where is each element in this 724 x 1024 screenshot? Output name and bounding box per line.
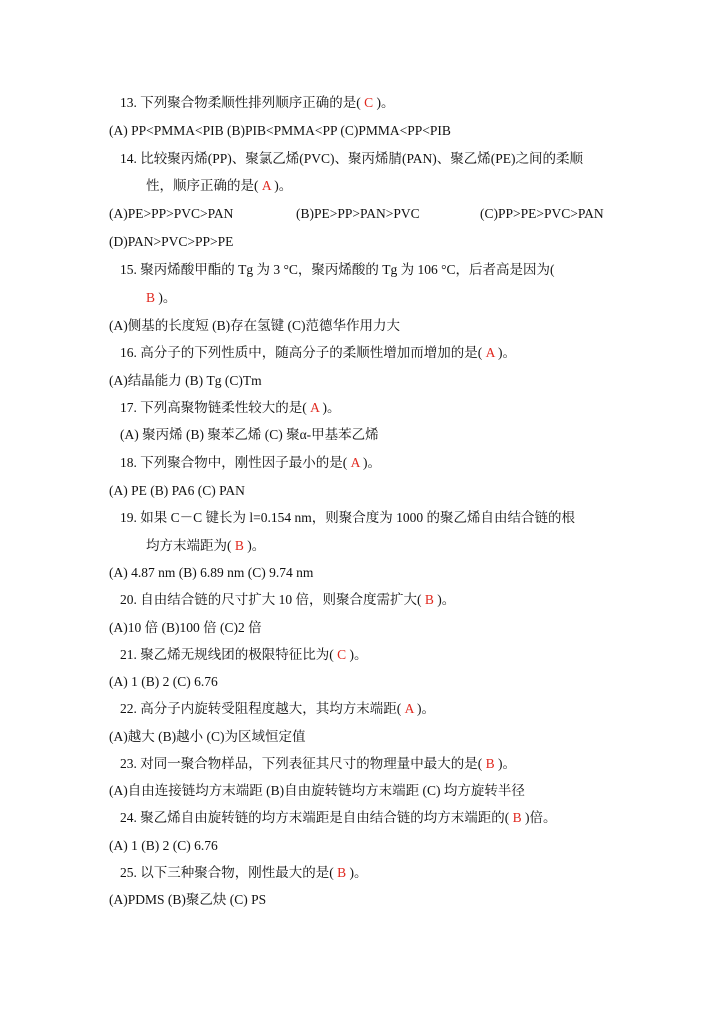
- question-19: 19. 如果 C－C 键长为 l=0.154 nm，则聚合度为 1000 的聚乙烯自由结合链的根: [120, 510, 575, 525]
- question-text: 22. 高分子内旋转受阻程度越大，其均方末端距(: [120, 701, 405, 716]
- question-15: 15. 聚丙烯酸甲酯的 Tg 为 3 °C，聚丙烯酸的 Tg 为 106 °C，后者高是因为(: [120, 262, 555, 277]
- answer: B: [146, 290, 156, 305]
- question-text-end: )倍。: [521, 810, 557, 825]
- question-text: 20. 自由结合链的尺寸扩大 10 倍，则聚合度需扩大(: [120, 592, 425, 607]
- question-text: 性，顺序正确的是(: [146, 178, 262, 193]
- question-17: [120, 399, 341, 417]
- answer: C: [364, 95, 374, 110]
- question-21: [120, 646, 368, 664]
- answer: B: [234, 538, 244, 553]
- question-text-end: )。: [155, 290, 177, 305]
- question-text-end: )。: [494, 756, 517, 771]
- question-24: [120, 809, 557, 827]
- question-text-end: )。: [346, 865, 368, 880]
- options-19: (A) 4.87 nm (B) 6.89 nm (C) 9.74 nm: [109, 565, 314, 580]
- answer: B: [512, 810, 522, 825]
- options-21: (A) 1 (B) 2 (C) 6.76: [109, 674, 218, 689]
- answer: A: [350, 455, 360, 470]
- question-25: [120, 864, 368, 882]
- question-18: [120, 454, 381, 472]
- answer: B: [337, 865, 347, 880]
- question-text: 16. 高分子的下列性质中，随高分子的柔顺性增加而增加的是(: [120, 345, 486, 360]
- question-text-end: )。: [413, 701, 436, 716]
- options-13: (A) PP<PMMA<PIB (B)PIB<PMMA<PP (C)PMMA<PP<PIB: [109, 123, 451, 138]
- options-24: (A) 1 (B) 2 (C) 6.76: [109, 838, 218, 853]
- answer: B: [424, 592, 434, 607]
- option-c: (C)PP>PE>PVC>PAN: [480, 206, 604, 221]
- answer: B: [485, 756, 495, 771]
- question-text: 13. 下列聚合物柔顺性排列顺序正确的是(: [120, 95, 365, 110]
- question-14-cont: [146, 177, 292, 195]
- question-14: 14. 比较聚丙烯(PP)、聚氯乙烯(PVC)、聚丙烯腈(PAN)、聚乙烯(PE)之间的柔顺: [120, 151, 584, 166]
- question-text-end: )。: [433, 592, 456, 607]
- option-d: (D)PAN>PVC>PP>PE: [109, 234, 234, 249]
- options-17: (A) 聚丙烯 (B) 聚苯乙烯 (C) 聚α-甲基苯乙烯: [120, 427, 379, 442]
- question-text-end: )。: [346, 647, 368, 662]
- answer: A: [310, 400, 320, 415]
- answer: A: [485, 345, 495, 360]
- question-text-end: )。: [373, 95, 395, 110]
- question-13: [120, 94, 395, 112]
- options-20: (A)10 倍 (B)100 倍 (C)2 倍: [109, 620, 262, 635]
- question-15-cont: [146, 289, 176, 307]
- answer: C: [337, 647, 347, 662]
- question-text-end: )。: [270, 178, 293, 193]
- answer: A: [261, 178, 271, 193]
- question-text: 18. 下列聚合物中，刚性因子最小的是(: [120, 455, 351, 470]
- question-23: [120, 755, 516, 773]
- question-text: 24. 聚乙烯自由旋转链的均方末端距是自由结合链的均方末端距的(: [120, 810, 513, 825]
- question-text: 21. 聚乙烯无规线团的极限特征比为(: [120, 647, 338, 662]
- question-text-end: )。: [243, 538, 266, 553]
- question-text: 23. 对同一聚合物样品，下列表征其尺寸的物理量中最大的是(: [120, 756, 486, 771]
- answer: A: [404, 701, 414, 716]
- question-text: 25. 以下三种聚合物，刚性最大的是(: [120, 865, 338, 880]
- option-b: (B)PE>PP>PAN>PVC: [296, 206, 420, 221]
- question-text-end: )。: [494, 345, 517, 360]
- question-text-end: )。: [359, 455, 382, 470]
- options-23: (A)自由连接链均方末端距 (B)自由旋转链均方末端距 (C) 均方旋转半径: [109, 783, 525, 798]
- options-22: (A)越大 (B)越小 (C)为区域恒定值: [109, 729, 306, 744]
- question-22: [120, 700, 435, 718]
- question-19-cont: [146, 537, 265, 555]
- question-text: 17. 下列高聚物链柔性较大的是(: [120, 400, 311, 415]
- question-text-end: )。: [319, 400, 341, 415]
- question-20: [120, 591, 455, 609]
- question-16: [120, 344, 516, 362]
- options-16: (A)结晶能力 (B) Tg (C)Tm: [109, 373, 262, 388]
- option-a: (A)PE>PP>PVC>PAN: [109, 206, 234, 221]
- options-15: (A)侧基的长度短 (B)存在氢键 (C)范德华作用力大: [109, 318, 400, 333]
- options-25: (A)PDMS (B)聚乙炔 (C) PS: [109, 892, 267, 907]
- options-18: (A) PE (B) PA6 (C) PAN: [109, 483, 245, 498]
- question-text: 均方末端距为(: [146, 538, 235, 553]
